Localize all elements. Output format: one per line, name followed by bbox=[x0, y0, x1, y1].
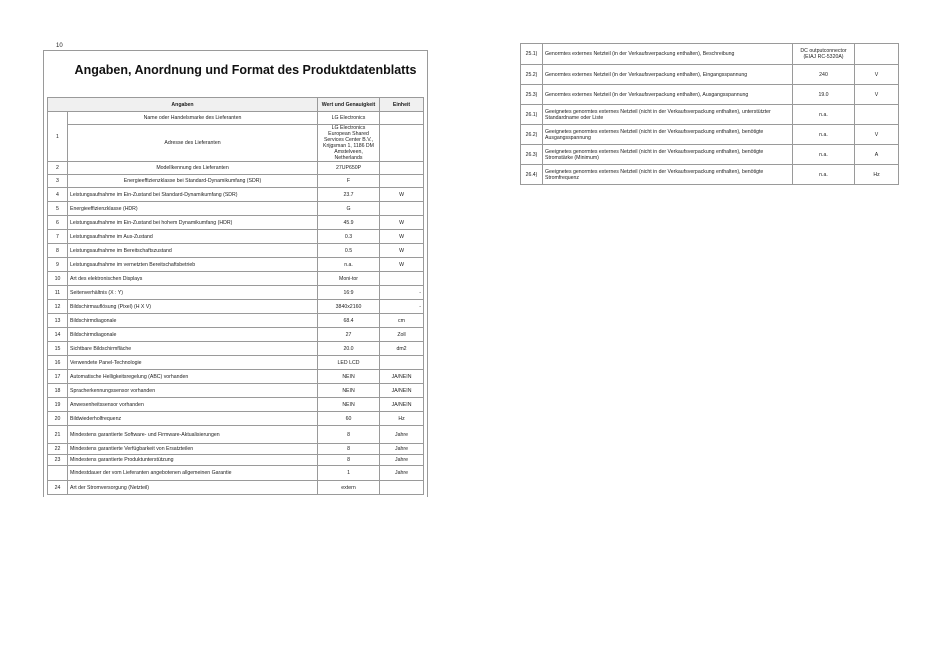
row-value: DC outputconnector (EIAJ RC-5320A) bbox=[793, 44, 855, 65]
row-label: Automatische Helligkeitsregelung (ABC) vorhanden bbox=[68, 370, 318, 384]
row-unit bbox=[380, 162, 424, 175]
row-value: 19.0 bbox=[793, 85, 855, 105]
row-unit: V bbox=[855, 125, 899, 145]
table-row bbox=[521, 105, 899, 125]
row-value: LG Electronics bbox=[318, 112, 380, 125]
row-label: Bildschirmauflösung (Pixel) (H X V) bbox=[68, 300, 318, 314]
row-number: 5 bbox=[48, 202, 68, 216]
row-value: extern bbox=[318, 481, 380, 495]
row-number: 26.4) bbox=[521, 165, 543, 185]
row-value: 27UP650P bbox=[318, 162, 380, 175]
table-row bbox=[48, 412, 424, 426]
row-unit bbox=[380, 175, 424, 188]
row-unit: W bbox=[380, 244, 424, 258]
row-label: Leistungsaufnahme im vernetzten Bereitschaftsbetrieb bbox=[68, 258, 318, 272]
row-value: 27 bbox=[318, 328, 380, 342]
row-number: 14 bbox=[48, 328, 68, 342]
table-row bbox=[48, 444, 424, 455]
row-unit: W bbox=[380, 258, 424, 272]
row-value: F bbox=[318, 175, 380, 188]
table-row bbox=[48, 272, 424, 286]
row-unit: cm bbox=[380, 314, 424, 328]
row-unit: V bbox=[855, 85, 899, 105]
power-supply-table bbox=[520, 43, 899, 185]
row-label: Geeignetes genormtes externes Netzteil (nicht in der Verkaufsverpackung enthalten), benötigte Ausgangsspannung bbox=[543, 125, 793, 145]
table-row bbox=[48, 342, 424, 356]
row-number: 7 bbox=[48, 230, 68, 244]
table-row bbox=[521, 125, 899, 145]
table-row bbox=[48, 398, 424, 412]
row-number: 1 bbox=[48, 112, 68, 162]
row-unit bbox=[855, 105, 899, 125]
row-unit: Jahre bbox=[380, 444, 424, 455]
row-unit bbox=[380, 202, 424, 216]
row-label: Geeignetes genormtes externes Netzteil (nicht in der Verkaufsverpackung enthalten), benötigte Stromstärke (Minimum) bbox=[543, 145, 793, 165]
row-number: 8 bbox=[48, 244, 68, 258]
row-label: Art der Stromversorgung (Netzteil) bbox=[68, 481, 318, 495]
row-value: 45.9 bbox=[318, 216, 380, 230]
row-number: 12 bbox=[48, 300, 68, 314]
row-value: 8 bbox=[318, 426, 380, 444]
product-datasheet-table bbox=[47, 97, 424, 495]
row-label: Art des elektronischen Displays bbox=[68, 272, 318, 286]
row-label: Leistungsaufnahme im Ein-Zustand bei Standard-Dynamikumfang (SDR) bbox=[68, 188, 318, 202]
row-unit: W bbox=[380, 216, 424, 230]
row-unit: Jahre bbox=[380, 426, 424, 444]
table-row bbox=[521, 165, 899, 185]
table-row bbox=[48, 384, 424, 398]
row-number: 13 bbox=[48, 314, 68, 328]
row-label: Name oder Handelsmarke des Lieferanten bbox=[68, 112, 318, 125]
row-number: 9 bbox=[48, 258, 68, 272]
row-value: 23.7 bbox=[318, 188, 380, 202]
table-row bbox=[48, 314, 424, 328]
row-value: 0.3 bbox=[318, 230, 380, 244]
table-row bbox=[48, 455, 424, 466]
table-row bbox=[48, 202, 424, 216]
row-unit: Zoll bbox=[380, 328, 424, 342]
table-row bbox=[48, 328, 424, 342]
header-wert: Wert und Genauigkeit bbox=[318, 98, 380, 112]
row-unit: V bbox=[855, 65, 899, 85]
row-label: Energieeffizienzklasse (HDR) bbox=[68, 202, 318, 216]
row-unit: - bbox=[380, 286, 424, 300]
row-label: Mindestdauer der vom Lieferanten angebotenen allgemeinen Garantie bbox=[68, 466, 318, 481]
row-unit bbox=[380, 125, 424, 162]
table-row bbox=[48, 244, 424, 258]
row-number: 4 bbox=[48, 188, 68, 202]
row-label: Mindestens garantierte Verfügbarkeit von Ersatzteilen bbox=[68, 444, 318, 455]
table-row bbox=[48, 175, 424, 188]
row-label: Verwendete Panel-Technologie bbox=[68, 356, 318, 370]
row-value: 8 bbox=[318, 455, 380, 466]
row-unit bbox=[380, 481, 424, 495]
row-value: Moni-tor bbox=[318, 272, 380, 286]
row-label: Mindestens garantierte Produktunterstützung bbox=[68, 455, 318, 466]
row-unit: Hz bbox=[380, 412, 424, 426]
table-row bbox=[48, 216, 424, 230]
row-number: 25.1) bbox=[521, 44, 543, 65]
table-row bbox=[521, 85, 899, 105]
row-label: Spracherkennungssensor vorhanden bbox=[68, 384, 318, 398]
page-title: Angaben, Anordnung und Format des Produktdatenblatts bbox=[74, 63, 417, 77]
row-number: 16 bbox=[48, 356, 68, 370]
row-value: 68.4 bbox=[318, 314, 380, 328]
row-unit: JA/NEIN bbox=[380, 370, 424, 384]
row-number: 19 bbox=[48, 398, 68, 412]
table-row bbox=[48, 125, 424, 162]
row-value: NEIN bbox=[318, 384, 380, 398]
row-value: n.a. bbox=[793, 105, 855, 125]
row-number: 17 bbox=[48, 370, 68, 384]
row-value: 0.5 bbox=[318, 244, 380, 258]
row-unit: W bbox=[380, 188, 424, 202]
table-row bbox=[48, 162, 424, 175]
table-row bbox=[48, 370, 424, 384]
row-value: LED LCD bbox=[318, 356, 380, 370]
row-label: Geeignetes genormtes externes Netzteil (nicht in der Verkaufsverpackung enthalten), unterstützter Standardname oder Liste bbox=[543, 105, 793, 125]
row-number: 10 bbox=[48, 272, 68, 286]
row-label: Sichtbare Bildschirmfläche bbox=[68, 342, 318, 356]
row-unit: - bbox=[380, 300, 424, 314]
row-label: Modellkennung des Lieferanten bbox=[68, 162, 318, 175]
row-number: 3 bbox=[48, 175, 68, 188]
row-unit bbox=[855, 44, 899, 65]
table-row bbox=[48, 481, 424, 495]
row-label: Genormtes externes Netzteil (in der Verkaufsverpackung enthalten), Beschreibung bbox=[543, 44, 793, 65]
row-unit: A bbox=[855, 145, 899, 165]
row-value: 20.0 bbox=[318, 342, 380, 356]
row-label: Seitenverhältnis (X : Y) bbox=[68, 286, 318, 300]
table-row bbox=[48, 258, 424, 272]
row-unit bbox=[380, 272, 424, 286]
row-number: 25.2) bbox=[521, 65, 543, 85]
row-unit: JA/NEIN bbox=[380, 398, 424, 412]
row-number: 23 bbox=[48, 455, 68, 466]
row-number: 11 bbox=[48, 286, 68, 300]
row-value: 16:9 bbox=[318, 286, 380, 300]
table-row bbox=[48, 112, 424, 125]
row-number bbox=[48, 466, 68, 481]
row-label: Genormtes externes Netzteil (in der Verkaufsverpackung enthalten), Ausgangsspannung bbox=[543, 85, 793, 105]
row-number: 18 bbox=[48, 384, 68, 398]
row-number: 24 bbox=[48, 481, 68, 495]
row-value: n.a. bbox=[318, 258, 380, 272]
row-number: 20 bbox=[48, 412, 68, 426]
row-unit bbox=[380, 356, 424, 370]
row-number: 21 bbox=[48, 426, 68, 444]
table-row bbox=[48, 426, 424, 444]
row-label: Genormtes externes Netzteil (in der Verkaufsverpackung enthalten), Eingangsspannung bbox=[543, 65, 793, 85]
table-row bbox=[48, 230, 424, 244]
row-unit bbox=[380, 112, 424, 125]
row-label: Adresse des Lieferanten bbox=[68, 125, 318, 162]
row-value: 8 bbox=[318, 444, 380, 455]
row-number: 26.2) bbox=[521, 125, 543, 145]
row-label: Leistungsaufnahme im Bereitschaftszustand bbox=[68, 244, 318, 258]
row-value: n.a. bbox=[793, 145, 855, 165]
table-row bbox=[521, 145, 899, 165]
row-label: Energieeffizienzklasse bei Standard-Dynamikumfang (SDR) bbox=[68, 175, 318, 188]
header-einheit: Einheit bbox=[380, 98, 424, 112]
row-number: 25.3) bbox=[521, 85, 543, 105]
row-label: Bildwiederholfrequenz bbox=[68, 412, 318, 426]
row-value: n.a. bbox=[793, 125, 855, 145]
row-number: 26.1) bbox=[521, 105, 543, 125]
page-number: 10 bbox=[56, 43, 63, 49]
table-row bbox=[48, 300, 424, 314]
table-row bbox=[48, 356, 424, 370]
row-label: Geeignetes genormtes externes Netzteil (nicht in der Verkaufsverpackung enthalten), benötigte Stromfrequenz bbox=[543, 165, 793, 185]
row-unit: W bbox=[380, 230, 424, 244]
row-label: Bildschirmdiagonale bbox=[68, 314, 318, 328]
row-unit: Jahre bbox=[380, 466, 424, 481]
row-value: G bbox=[318, 202, 380, 216]
row-value: 60 bbox=[318, 412, 380, 426]
row-value: NEIN bbox=[318, 370, 380, 384]
row-value: 1 bbox=[318, 466, 380, 481]
table-row bbox=[48, 286, 424, 300]
row-unit: JA/NEIN bbox=[380, 384, 424, 398]
row-unit: Hz bbox=[855, 165, 899, 185]
row-number: 22 bbox=[48, 444, 68, 455]
table-row bbox=[521, 65, 899, 85]
table-row bbox=[521, 44, 899, 65]
row-value: LG Electronics European Shared Services Center B.V., Krijgsman 1, 1186 DM Amstelveen, Netherlands bbox=[318, 125, 380, 162]
row-label: Bildschirmdiagonale bbox=[68, 328, 318, 342]
row-unit: Jahre bbox=[380, 455, 424, 466]
table-row bbox=[48, 466, 424, 481]
row-number: 26.3) bbox=[521, 145, 543, 165]
row-number: 6 bbox=[48, 216, 68, 230]
row-label: Anwesenheitssensor vorhanden bbox=[68, 398, 318, 412]
header-angaben: Angaben bbox=[48, 98, 318, 112]
table-row bbox=[48, 188, 424, 202]
row-label: Mindestens garantierte Software- und Firmware-Aktualisierungen bbox=[68, 426, 318, 444]
row-number: 15 bbox=[48, 342, 68, 356]
row-value: NEIN bbox=[318, 398, 380, 412]
row-unit: dm2 bbox=[380, 342, 424, 356]
row-value: 3840x2160 bbox=[318, 300, 380, 314]
row-number: 2 bbox=[48, 162, 68, 175]
row-value: 240 bbox=[793, 65, 855, 85]
row-value: n.a. bbox=[793, 165, 855, 185]
row-label: Leistungsaufnahme im Ein-Zustand bei hohem Dynamikumfang (HDR) bbox=[68, 216, 318, 230]
row-label: Leistungsaufnahme im Aus-Zustand bbox=[68, 230, 318, 244]
